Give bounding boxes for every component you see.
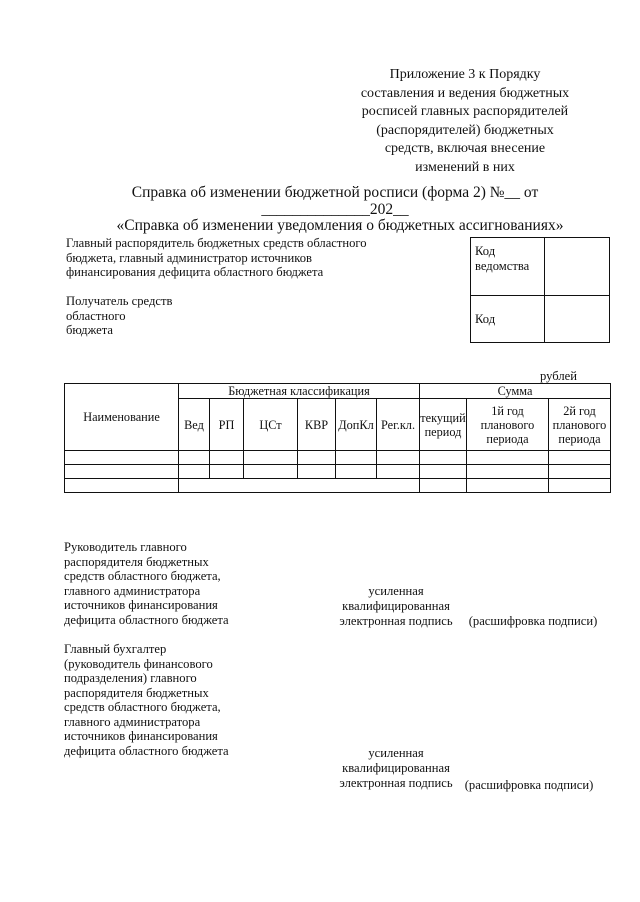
units-label: рублей: [540, 369, 577, 383]
role-line: подразделения) главного: [64, 671, 197, 685]
code-department-label: [475, 244, 529, 274]
column-header-regkl: Рег.кл.: [377, 399, 420, 451]
recipient-label: [66, 294, 266, 338]
appendix-line: изменений в них: [415, 159, 515, 175]
chief-manager-line: финансирования дефицита областного бюджета: [66, 265, 324, 279]
header-line: период: [424, 424, 462, 439]
esign-line: квалифицированная: [342, 761, 450, 775]
column-header-year1: [467, 399, 549, 451]
header-line: периода: [558, 431, 601, 446]
role-line: (руководитель финансового: [64, 656, 213, 671]
appendix-line: средств, включая внесение: [384, 141, 546, 157]
header-line: периода: [486, 431, 529, 446]
budget-table: [64, 383, 611, 493]
signature-role-head: [64, 540, 314, 627]
role-line: главного администратора: [64, 714, 201, 729]
role-line: источников финансирования: [64, 729, 218, 743]
role-line: дефицита областного бюджета: [64, 743, 229, 758]
header-line: 2й год: [563, 403, 596, 418]
document-title: Справка об изменении бюджетной росписи (форма 2) №__ от: [131, 184, 539, 201]
column-header-current-period: [420, 399, 467, 451]
esign-line: электронная подпись: [339, 614, 453, 628]
code-label: Код: [475, 312, 496, 326]
role-line: Руководитель главного: [64, 540, 187, 554]
column-header-cst: ЦСт: [244, 399, 298, 451]
column-header-rp: РП: [210, 399, 244, 451]
role-line: распорядителя бюджетных: [64, 554, 209, 569]
recipient-line: областного: [66, 308, 126, 323]
column-header-name: Наименование: [65, 384, 179, 451]
role-line: источников финансирования: [64, 598, 218, 612]
column-header-year2: [549, 399, 611, 451]
header-line: текущий: [420, 410, 466, 425]
role-line: распорядителя бюджетных: [64, 685, 209, 700]
role-line: средств областного бюджета,: [64, 700, 221, 714]
signature-role-accountant: [64, 642, 314, 758]
role-line: главного администратора: [64, 583, 201, 598]
esign-line: усиленная: [368, 746, 424, 760]
header-line: планового: [480, 417, 535, 432]
code-department-line: ведомства: [475, 259, 530, 273]
header-line: планового: [552, 417, 607, 432]
chief-manager-line: Главный распорядитель бюджетных средств областного: [66, 236, 367, 250]
appendix-line: росписей главных распорядителей: [361, 104, 569, 120]
chief-manager-label: [66, 236, 466, 280]
header-line: 1й год: [491, 403, 524, 418]
esign-line: усиленная: [368, 584, 424, 598]
column-header-ved: Вед: [179, 399, 210, 451]
table-row: [65, 451, 611, 465]
appendix-line: составления и ведения бюджетных: [360, 85, 570, 101]
esign-line: квалифицированная: [342, 599, 450, 613]
esign-label: [330, 746, 462, 791]
document-subtitle: «Справка об изменении уведомления о бюджетных ассигнованиях»: [116, 217, 564, 234]
esign-line: электронная подпись: [339, 776, 453, 790]
signature-decode-label: (расшифровка подписи): [464, 778, 594, 792]
column-group-classification: Бюджетная классификация: [179, 384, 420, 399]
signature-decode-label: (расшифровка подписи): [468, 614, 598, 628]
code-box: [470, 237, 610, 343]
column-header-dopkl: ДопКл: [336, 399, 377, 451]
code-department-line: Код: [475, 244, 496, 258]
table-row: [65, 479, 611, 493]
role-line: дефицита областного бюджета: [64, 612, 229, 627]
role-line: средств областного бюджета,: [64, 569, 221, 583]
column-header-kvr: КВР: [298, 399, 336, 451]
document-date: ______________202__: [261, 201, 409, 218]
chief-manager-line: бюджета, главный администратор источников: [66, 250, 312, 265]
table-row: [65, 465, 611, 479]
recipient-line: Получатель средств: [66, 294, 173, 308]
recipient-line: бюджета: [66, 323, 113, 337]
esign-label: [330, 584, 462, 629]
column-group-sum: Сумма: [420, 384, 611, 399]
appendix-line: (распорядителей) бюджетных: [376, 122, 554, 138]
appendix-line: Приложение 3 к Порядку: [389, 67, 541, 82]
role-line: Главный бухгалтер: [64, 642, 167, 656]
appendix-note: [340, 66, 590, 178]
